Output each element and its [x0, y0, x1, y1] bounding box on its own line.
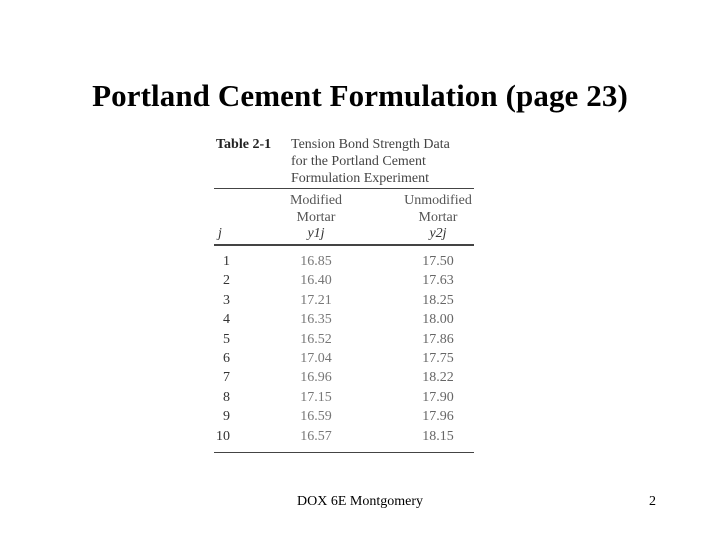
caption-line: for the Portland Cement [291, 154, 426, 169]
row-index: 1 [223, 254, 230, 269]
modified-value: 17.21 [300, 292, 332, 308]
footer-text: DOX 6E Montgomery [297, 494, 423, 509]
unmodified-value: 18.22 [422, 370, 454, 386]
table-caption [214, 136, 474, 186]
modified-value: 16.59 [300, 409, 332, 425]
unmodified-value: 17.96 [422, 409, 454, 425]
table-row [214, 291, 474, 310]
header-symbol: y2j [429, 226, 447, 241]
unmodified-value: 17.86 [422, 331, 454, 347]
modified-value: 16.35 [300, 312, 332, 328]
modified-value: 17.04 [300, 350, 332, 366]
header-line: Mortar [296, 209, 336, 225]
header-line: Unmodified [404, 193, 472, 208]
unmodified-value: 17.63 [422, 273, 454, 289]
data-table [214, 136, 474, 444]
table-row [214, 252, 474, 271]
row-index: 2 [223, 273, 230, 289]
row-index: 6 [223, 350, 230, 366]
table-body [214, 252, 474, 446]
table-header-rule [214, 244, 474, 246]
modified-value: 16.40 [300, 273, 332, 289]
table-row [214, 407, 474, 426]
table-row [214, 368, 474, 387]
unmodified-value: 18.00 [422, 312, 454, 328]
table-row [214, 427, 474, 446]
modified-value: 17.15 [300, 389, 332, 405]
row-index: 3 [223, 292, 230, 308]
column-header-modified [276, 193, 356, 243]
unmodified-value: 18.25 [422, 292, 454, 308]
modified-value: 16.52 [300, 331, 332, 347]
row-index: 9 [223, 409, 230, 425]
page-number: 2 [649, 494, 656, 509]
row-index: 8 [223, 389, 230, 405]
table-row [214, 310, 474, 329]
header-line: Modified [289, 193, 343, 208]
column-header-j: j [218, 226, 222, 241]
header-line: Mortar [418, 209, 458, 225]
table-row [214, 388, 474, 407]
table-caption-text [291, 136, 476, 187]
table-row [214, 330, 474, 349]
header-symbol: y1j [307, 226, 325, 241]
table-bottom-rule [214, 452, 474, 453]
caption-line: Formulation Experiment [291, 171, 430, 186]
table-row [214, 349, 474, 368]
row-index: 7 [223, 370, 230, 386]
unmodified-value: 17.90 [422, 389, 454, 405]
row-index: 5 [223, 331, 230, 347]
column-header-unmodified [398, 193, 478, 243]
slide-title: Portland Cement Formulation (page 23) [92, 78, 628, 113]
modified-value: 16.85 [300, 254, 332, 269]
unmodified-value: 17.50 [422, 254, 454, 269]
table-top-rule [214, 188, 474, 189]
caption-line: Tension Bond Strength Data [291, 137, 450, 152]
row-index: 10 [216, 428, 230, 444]
modified-value: 16.96 [300, 370, 332, 386]
modified-value: 16.57 [300, 428, 332, 444]
unmodified-value: 18.15 [422, 428, 454, 444]
unmodified-value: 17.75 [422, 350, 454, 366]
table-label: Table 2-1 [216, 137, 272, 152]
table-row [214, 271, 474, 290]
row-index: 4 [223, 312, 230, 328]
